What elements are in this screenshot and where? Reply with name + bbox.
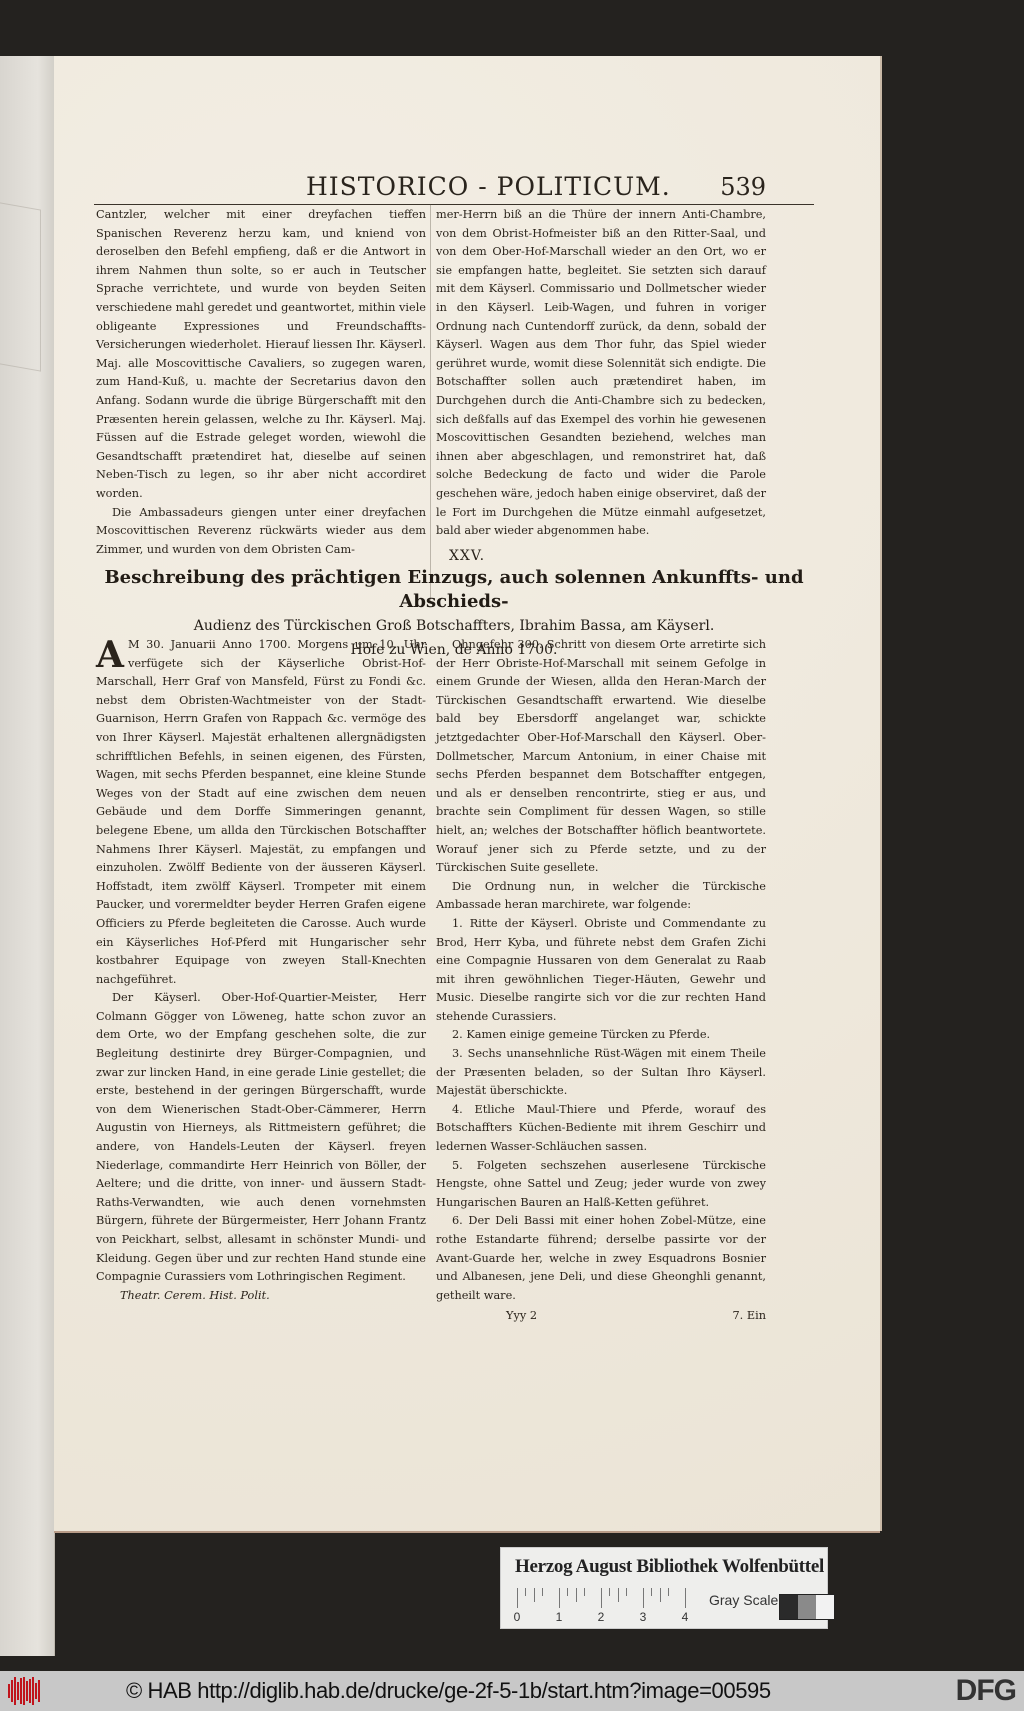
section-title-line-2: Audienz des Türckischen Groß Botschaffters, Ibrahim Bassa, am Käyserl.: [193, 618, 715, 634]
upper-left-column: [96, 206, 426, 559]
footer-bar: [0, 1671, 1024, 1711]
ruler-number: 4: [681, 1610, 689, 1624]
dfg-logo: DFG: [955, 1674, 1016, 1707]
list-item: 5. Folgeten sechszehen auserlesene Türckische Hengste, ohne Sattel und Zeug; jeder wurde von zwey Hungarischen Bauren an Halß-Ketten geführet.: [436, 1158, 766, 1209]
swatch-dark: [780, 1595, 798, 1619]
page-number: 539: [720, 173, 766, 201]
paragraph: Die Ambassadeurs giengen unter einer dreyfachen Moscovittischen Reverenz rückwärts wieder aus dem Zimmer, und wurden von dem Obristen Cam-: [96, 505, 426, 556]
paragraph: Cantzler, welcher mit einer dreyfachen tieffen Spanischen Reverenz herzu kam, und kniend von deroselben den Befehl empfieng, daß er die Antwort in ihrem Nahmen thun solte, so er auch in Teutscher Sprache verrichtete, und wurde von beyden Seiten verschiedene mahl geredet und geantwortet, mithin viele obligeante Expressiones und Freundschaffts-Versicherungen wiederholet. Hierauf liessen Ihr. Käyserl. Maj. alle Moscovittische Cavaliers, so zugegen waren, zum Hand-Kuß, u. machte der Secretarius davon den Anfang. Sodann wurde die übrige Bürgerschafft mit den Præsenten herein gelassen, welche zu Ihr. Käyserl. Maj. Füssen auf die Estrade geleget worden, wiewohl die Gesandtschafft prætendiret hat, dieselbe auf seinen Neben-Tisch zu legen, so ihr aber nicht accordiret worden.: [96, 208, 426, 500]
list-item: 6. Der Deli Bassi mit einer hohen Zobel-Mütze, eine rothe Estandarte führend; derselbe passirte vor der Avant-Guarde her, welche in zwey Esquadrons Bosnier und Albanesen, jene Deli, und diese Gheonghli genannt, getheilt ware.: [436, 1214, 766, 1302]
book-page: [54, 56, 880, 1531]
swatch-mid: [798, 1595, 816, 1619]
facing-page-print-shadow: [0, 202, 41, 371]
upper-right-column: [436, 206, 766, 541]
list-item: 3. Sechs unansehnliche Rüst-Wägen mit einem Theile der Præsenten beladen, so der Sultan Ihro Käyserl. Majestät überschickte.: [436, 1047, 766, 1098]
list-item: 1. Ritte der Käyserl. Obriste und Commendante zu Brod, Herr Kyba, und führete nebst dem Grafen Zichi eine Compagnie Hussaren von dem Generalat zu Raab mit ihren gewöhnlichen Tieger-Häuten, Gewehr und Music. Dieselbe rangirte sich vor die zur rechten Hand stehende Curassiers.: [436, 916, 766, 1023]
section-title-line-1: Beschreibung des prächtigen Einzugs, auch solennen Ankunffts- und Abschieds-: [104, 567, 804, 612]
paragraph: Ohngefehr 300. Schritt von diesem Orte arretirte sich der Herr Obriste-Hof-Marschall mit seinem Gefolge in einem Grunde der Wiesen, allda den Heran-March der Türckischen Gesandtschafft erwartend. Wie dieselbe bald bey Ebersdorff angelanget war, schickte jetztgedachter Ober-Hof-Marschall den Käyserl. Ober-Dollmetscher, Marcum Antonium, in einer Chaise mit sechs Pferden bespannet dem Botschaffter entgegen, und als er denselben rencontrirte, stieg er aus, und brachte sein Compliment für dessen Wagen, so stille hielt, an; welches der Botschaffter höflich beantwortete. Worauf jener sich zu Pferde setzte, und zu der Türckischen Suite gesellete.: [436, 638, 766, 875]
grayscale-swatches: [779, 1594, 835, 1620]
copyright-url[interactable]: © HAB http://diglib.hab.de/drucke/ge-2f-5-1b/start.htm?image=00595: [126, 1678, 771, 1703]
signature-line: Theatr. Cerem. Hist. Polit.: [120, 1288, 270, 1302]
grayscale-label: Gray Scale: [709, 1592, 779, 1608]
ruler-scale: [513, 1588, 689, 1624]
lower-right-column: [436, 636, 766, 1326]
ruler-number: 3: [639, 1610, 647, 1624]
signature-mark: Yyy 2: [506, 1309, 538, 1323]
paragraph: A M 30. Januarii Anno 1700. Morgens um 10. Uhr verfügete sich der Käyserliche Obrist-Hof-Marschall, Herr Graf von Mansfeld, Fürst zu Fondi &c. nebst dem Obristen-Wachtmeister von der Stadt-Guarnison, Herrn Grafen von Rappach &c. vermöge des von Ihrer Käyserl. Majestät erhaltenen allergnädigsten schrifftlichen Befehls, in seinen eigenen, des Fürsten, Wagen, mit sechs Pferden bespannet, eine kleine Stunde Weges von der Stadt auf eine zwischen dem neuen Gebäude und dem Dorffe Simmeringen genannt, belegene Ebene, um allda den Türckischen Botschaffter Nahmens Ihrer Käyserl. Majestät, zu empfangen und einzuholen. Zwölff Bediente von der äusseren Käyserl. Hoffstadt, item zwölff Käyserl. Trompeter mit einem Paucker, und vorermeldter beyder Herren Grafen eigene Officiers zu Pferde begleiteten die Carosse. Auch wurde ein Käyserliches Hof-Pferd mit Hungarischer sehr kostbahrer Equipage von zweyen Stall-Knechten nachgeführet.: [96, 634, 426, 986]
drop-cap: A: [96, 634, 124, 676]
paragraph: Die Ordnung nun, in welcher die Türckische Ambassade heran marchirete, war folgende:: [436, 879, 766, 912]
library-name: Herzog August Bibliothek Wolfenbüttel: [515, 1556, 824, 1577]
paragraph: mer-Herrn biß an die Thüre der innern Anti-Chambre, von dem Obrist-Hofmeister biß an den Ritter-Saal, und von dem Ober-Hof-Marschall wieder an den Ort, wo er sie empfangen hatte, begleitet. Sie setzten sich darauf mit dem Käyserl. Commissario und Dollmetscher wieder in den Käyserl. Leib-Wagen, und fuhren in voriger Ordnung nach Cuntendorff zurück, da denn, sobald der Käyserl. Wagen aus dem Thor fuhr, das Spiel wieder gerühret wurde, womit diese Solennität sich endigte. Die Botschaffter sollen auch prætendiret haben, im Durchgehen durch die Anti-Chambre sich zu bedecken, sich deßfalls auf das Exempel des vorhin hie gewesenen Moscovittischen Gesandten beziehend, welches man ihnen aber abgeschlagen, und remonstriret hat, daß solche Bedeckung de facto und wider die Parole geschehen wäre, jedoch haben einige observiret, daß der le Fort im Durchgehen die Mütze einmahl aufgesetzet, bald aber wieder abgenommen habe.: [436, 208, 766, 538]
running-head: [246, 172, 766, 201]
section-number: XXV.: [448, 548, 486, 564]
swatch-light: [816, 1595, 834, 1619]
list-item: 2. Kamen einige gemeine Türcken zu Pferde.: [452, 1028, 711, 1042]
facing-page-edge: [0, 56, 55, 1656]
running-title: HISTORICO - POLITICUM.: [306, 172, 671, 201]
ruler-number: 1: [555, 1610, 563, 1624]
header-rule: [94, 204, 814, 205]
ruler-number: 2: [597, 1610, 605, 1624]
lower-left-column: [96, 636, 426, 1396]
paragraph: Der Käyserl. Ober-Hof-Quartier-Meister, Herr Colmann Gögger von Löweneg, hatte schon zuvor an dem Orte, wo der Empfang geschehen solte, die zur Begleitung destinirte drey Bürger-Compagnien, und zwar zur lincken Hand, in eine gerade Linie gestellet; die erste, bestehend in der geringen Bürgerschafft, wurde von dem Wienerischen Stadt-Ober-Cämmerer, Herrn Augustin von Hierneys, als Rittmeistern geführet; die andere, von Handels-Leuten der Käyserl. freyen Niederlage, commandirte Herr Heinrich von Böller, der Aeltere; und die dritte, von inner- und äussern Stadt-Raths-Verwandten, wie auch denen vornehmsten Bürgern, führete der Bürgermeister, Herr Johann Frantz von Peickhart, selbst, allesamt in schönster Mundi- und Kleidung. Gegen über und zur rechten Hand stunde eine Compagnie Curassiers vom Lothringischen Regiment.: [96, 991, 426, 1284]
ruler-number: 0: [513, 1610, 521, 1624]
section-title-line-3: Hofe zu Wien, de Anno 1700.: [350, 642, 558, 658]
library-scale-label: [500, 1547, 828, 1629]
list-item: 4. Etliche Maul-Thiere und Pferde, worauf des Botschaffters Küchen-Bediente mit ihrem Geschirr und ledernen Wasser-Schläuchen sassen.: [436, 1102, 766, 1154]
column-divider: [430, 204, 431, 602]
page-footer-marks: [436, 1307, 766, 1326]
hab-logo-icon: [8, 1677, 46, 1705]
catchword: 7. Ein: [732, 1309, 766, 1323]
